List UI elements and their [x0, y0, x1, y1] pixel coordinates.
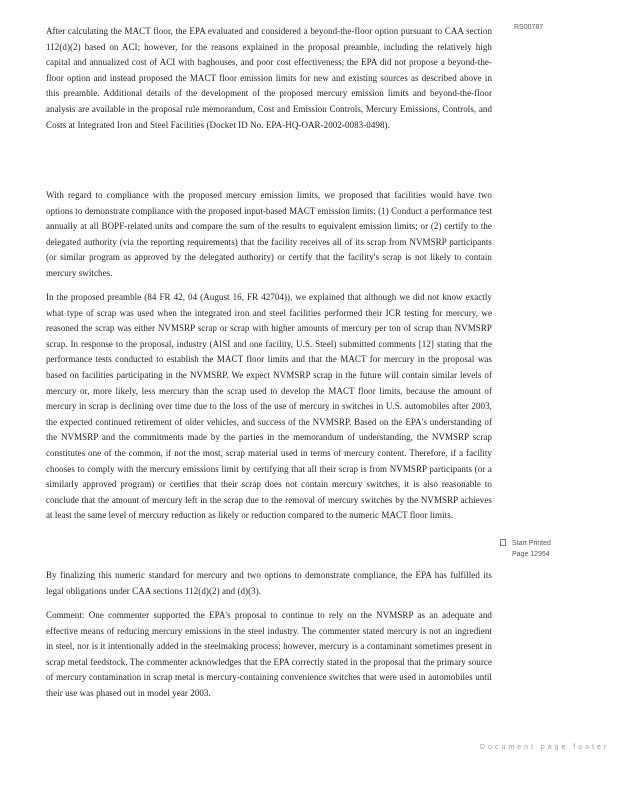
page-footer: Document page footer	[480, 744, 610, 751]
sidenote-line-2: Page 12954	[512, 551, 550, 558]
paragraph-comment: Comment: One commenter supported the EPA's proposal to continue to rely on the NVMSRP as an adequate and effective means of reducing mercury emissions in the steel industry. The commenter stated mercury is not an ingredient in steel, nor is it intentionally added in the steelmaking process; however, mercury is a contaminant sometimes present in scrap metal feedstock. The commenter acknowledges that the EPA correctly stated in the proposal that the primary source of mercury contamination in scrap metal is mercury-containing convenience switches that were used in automobiles until their use was phased out in model year 2003.	[46, 610, 492, 698]
page-marker-icon	[500, 539, 506, 546]
paragraph-finalizing: By finalizing this numeric standard for mercury and two options to demonstrate compliance, the EPA has fulfilled its legal obligations under CAA sections 112(d)(2) and (d)(3).	[46, 570, 492, 596]
paragraph-compliance-options: With regard to compliance with the proposed mercury emission limits, we proposed that facilities would have two options to demonstrate compliance with the proposed input-based MACT emission limits: (1) Conduct a performance test annually at all BOPF-related units and compare the sum of the results to equivalent emission limits; or (2) certify to the delegated authority (via the reporting requirements) that the facility receives all of its scrap from NVMSRP participants (or similar program as approved by the delegated authority) or certify that the facility's scrap is not likely to contain mercury switches.	[46, 190, 492, 278]
paragraph-proposed-preamble: In the proposed preamble (84 FR 42, 04 (August 16, FR 42704)), we explained that although we did not know exactly what type of scrap was used when the integrated iron and steel facilities performed their ICR testing for mercury, we reasoned the scrap was either NVMSRP scrap or scrap with higher amounts of mercury per ton of scrap than NVMSRP scrap. In response to the proposal, industry (AISI and one facility, U.S. Steel) submitted comments [12] stating that the performance tests conducted to establish the MACT floor limits and that the MACT for mercury in the proposal was based on facilities participating in the NVMSRP. We expect NVMSRP scrap in the future will contain similar levels of mercury or, more likely, less mercury than the scrap used to develop the MACT floor limits, because the amount of mercury in scrap is declining over time due to the loss of the use of mercury in switches in U.S. automobiles after 2003, the expected continued retirement of older vehicles, and success of the NVMSRP. Based on the EPA's understanding of the NVMSRP and the commitments made by the parties in the memorandum of understanding, the NVMSRP scrap constitutes one of the common, if not the most, scrap material used in terms of mercury content. Therefore, if a facility chooses to comply with the mercury emissions limit by certifying that all their scrap is from NVMSRP participants (or a similarly approved program) or certifies that their scrap does not contain mercury switches, it is also reasonable to conclude that the amount of mercury left in the scrap due to the removal of mercury switches by the NVMSRP achieves at least the same level of mercury reduction as likely or reduction compared to the numeric MACT floor limits.	[46, 292, 492, 521]
printed-page-sidenote[interactable]	[500, 538, 600, 560]
page-reference: RS00787	[514, 24, 544, 31]
paragraph-mact-floor: After calculating the MACT floor, the EPA evaluated and considered a beyond-the-floor option pursuant to CAA section 112(d)(2) based on ACI; however, for the reasons explained in the proposal preamble, including the relatively high capital and annualized cost of ACI with baghouses, and poor cost effectiveness, the EPA did not propose a beyond-the-floor option and instead proposed the MACT floor emission limits for new and existing sources as described above in this preamble. Additional details of the development of the proposed mercury emission limits and beyond-the-floor analysis are available in the proposal rule memorandum, Cost and Emission Controls, Mercury Emissions, Controls, and Costs at Integrated Iron and Steel Facilities (Docket ID No. EPA-HQ-OAR-2002-0083-0498).	[46, 26, 492, 130]
sidenote-line-1: Start Printed	[512, 540, 551, 547]
